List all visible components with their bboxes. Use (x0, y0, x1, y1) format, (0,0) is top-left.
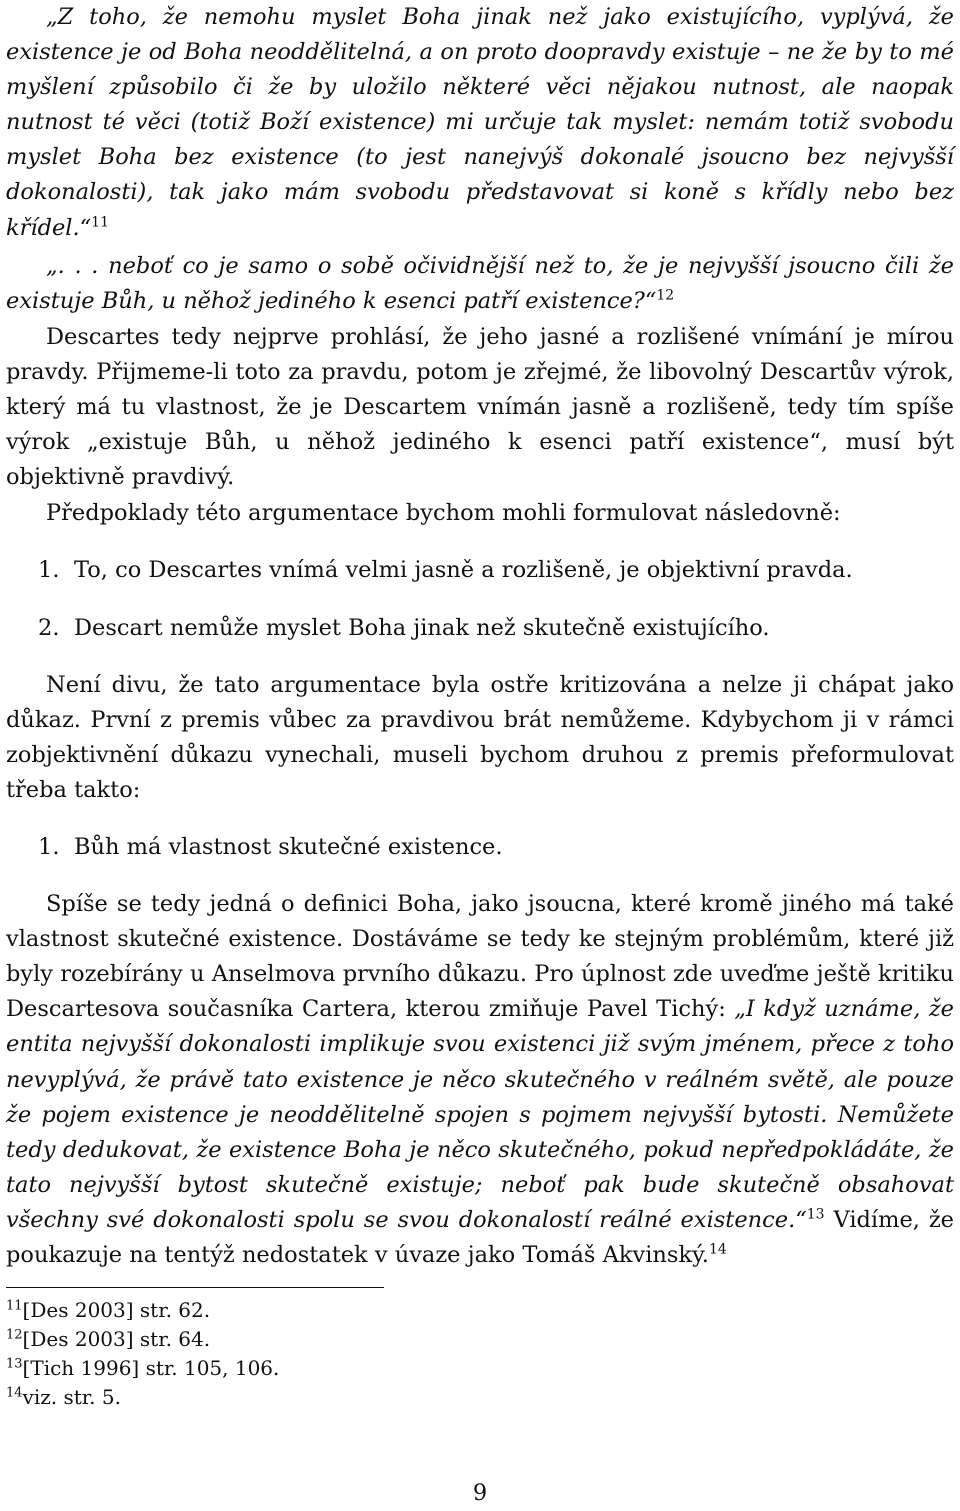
page-number: 9 (472, 1480, 488, 1506)
paragraph-final (6, 887, 954, 1273)
quote-close-mark: “ (644, 287, 657, 314)
paragraph-lead: Spíše se tedy jedná o definici Boha, jako jsoucna, které kromě jiného má také vlastnost skutečné existence. Dostáváme se tedy ke stejným problémům, které již byly rozebírány u Anselmova prvního důkazu. Pro úplnost zde uveďme ještě kritiku Descartesova současníka Cartera, kterou zmiňuje Pavel Tichý: (6, 891, 954, 1023)
footnote-text: [Des 2003] str. 62. (22, 1298, 211, 1323)
list-number: 2. (38, 614, 60, 641)
footnote (6, 1296, 954, 1325)
list-number: 1. (38, 557, 60, 584)
paragraph-tail: Vidíme, že poukazuje na tentýž nedostatek v úvaze jako Tomáš Akvinský. (6, 1206, 954, 1268)
footnote (6, 1325, 954, 1354)
footnote-ref: 12 (656, 287, 675, 304)
footnote-text: viz. str. 5. (22, 1385, 121, 1410)
paragraph-critique: Není divu, že tato argumentace byla ostře kritizována a nelze ji chápat jako důkaz. První z premis vůbec za pravdivou brát nemůžeme. Kdybychom ji v rámci zobjektivnění důkazu vynechali, museli bychom druhou z premis přeformulovat třeba takto: (6, 671, 954, 803)
list-item (6, 553, 954, 588)
footnotes (6, 1296, 954, 1412)
footnote-number: 14 (6, 1385, 23, 1401)
list-text: Descart nemůže myslet Boha jinak než skutečně existujícího. (74, 614, 770, 641)
document-page (6, 0, 954, 1412)
reformulated-premise-list (6, 830, 954, 865)
footnote-number: 12 (6, 1327, 23, 1343)
descartes-quote (6, 0, 954, 246)
list-text: Bůh má vlastnost skutečné existence. (74, 833, 503, 860)
quote-close-mark: “ (795, 1206, 807, 1233)
footnote-divider (6, 1287, 384, 1288)
list-item (6, 830, 954, 865)
tichy-quote: „I když uznáme, že entita nejvyšší dokonalosti implikuje svou existenci již svým jménem, přece z toho nevyplývá, že právě tato existence je něco skutečného v reálném světě, ale pouze že pojem existence je neoddělitelně spojen s pojmem nejvyšší bytosti. Nemůžete tedy dedukovat, že existence Boha je něco skutečného, pokud nepředpokládáte, že tato nejvyšší bytost skutečně existuje; neboť pak bude skutečně obsahovat všechny své dokonalosti spolu se svou dokonalostí reálné existence. (6, 996, 954, 1233)
descartes-quote-second (6, 249, 954, 319)
premises-list (6, 553, 954, 645)
quote-close-mark: “ (79, 214, 92, 241)
footnote-ref: 11 (91, 214, 109, 231)
footnote-text: [Des 2003] str. 64. (22, 1327, 211, 1352)
quote-open-mark: „ (46, 4, 58, 30)
footnote-ref: 14 (708, 1241, 727, 1258)
quote-text: „. . . neboť co je samo o sobě očividnější než to, že je nejvyšší jsoucno čili že existuje Bůh, u něhož jediného k esenci patří existence? (6, 252, 954, 314)
footnote-text: [Tich 1996] str. 105, 106. (22, 1356, 280, 1381)
footnote (6, 1354, 954, 1383)
quote-text: Z toho, že nemohu myslet Boha jinak než jako existujícího, vyplývá, že existence je od Boha neoddělitelná, a on proto doopravdy existuje – ne že by to mé myšlení způsobilo či že by uložilo některé věci nějakou nutnost, ale naopak nutnost té věci (totiž Boží existence) mi určuje tak myslet: nemám totiž svobodu myslet Boha bez existence (to jest nanejvýš dokonalé jsoucno bez nejvyšší dokonalosti), tak jako mám svobodu představovat si koně s křídly nebo bez křídel. (6, 4, 954, 241)
paragraph-descartes: Descartes tedy nejprve prohlásí, že jeho jasné a rozlišené vnímání je mírou pravdy. Přijmeme-li toto za pravdu, potom je zřejmé, že libovolný Descartův výrok, který má tu vlastnost, že je Descartem vnímán jasně a rozlišeně, tedy tím spíše výrok „existuje Bůh, u něhož jediného k esenci patří existence“, musí být objektivně pravdivý. (6, 323, 954, 491)
list-number: 1. (38, 833, 60, 860)
footnote (6, 1383, 954, 1412)
list-text: To, co Descartes vnímá velmi jasně a rozlišeně, je objektivní pravda. (74, 557, 853, 584)
footnote-number: 11 (6, 1298, 23, 1314)
list-item (6, 611, 954, 646)
paragraph-premises-intro: Předpoklady této argumentace bychom mohli formulovat následovně: (46, 500, 841, 527)
footnote-ref: 13 (806, 1206, 825, 1223)
footnote-number: 13 (6, 1356, 23, 1372)
